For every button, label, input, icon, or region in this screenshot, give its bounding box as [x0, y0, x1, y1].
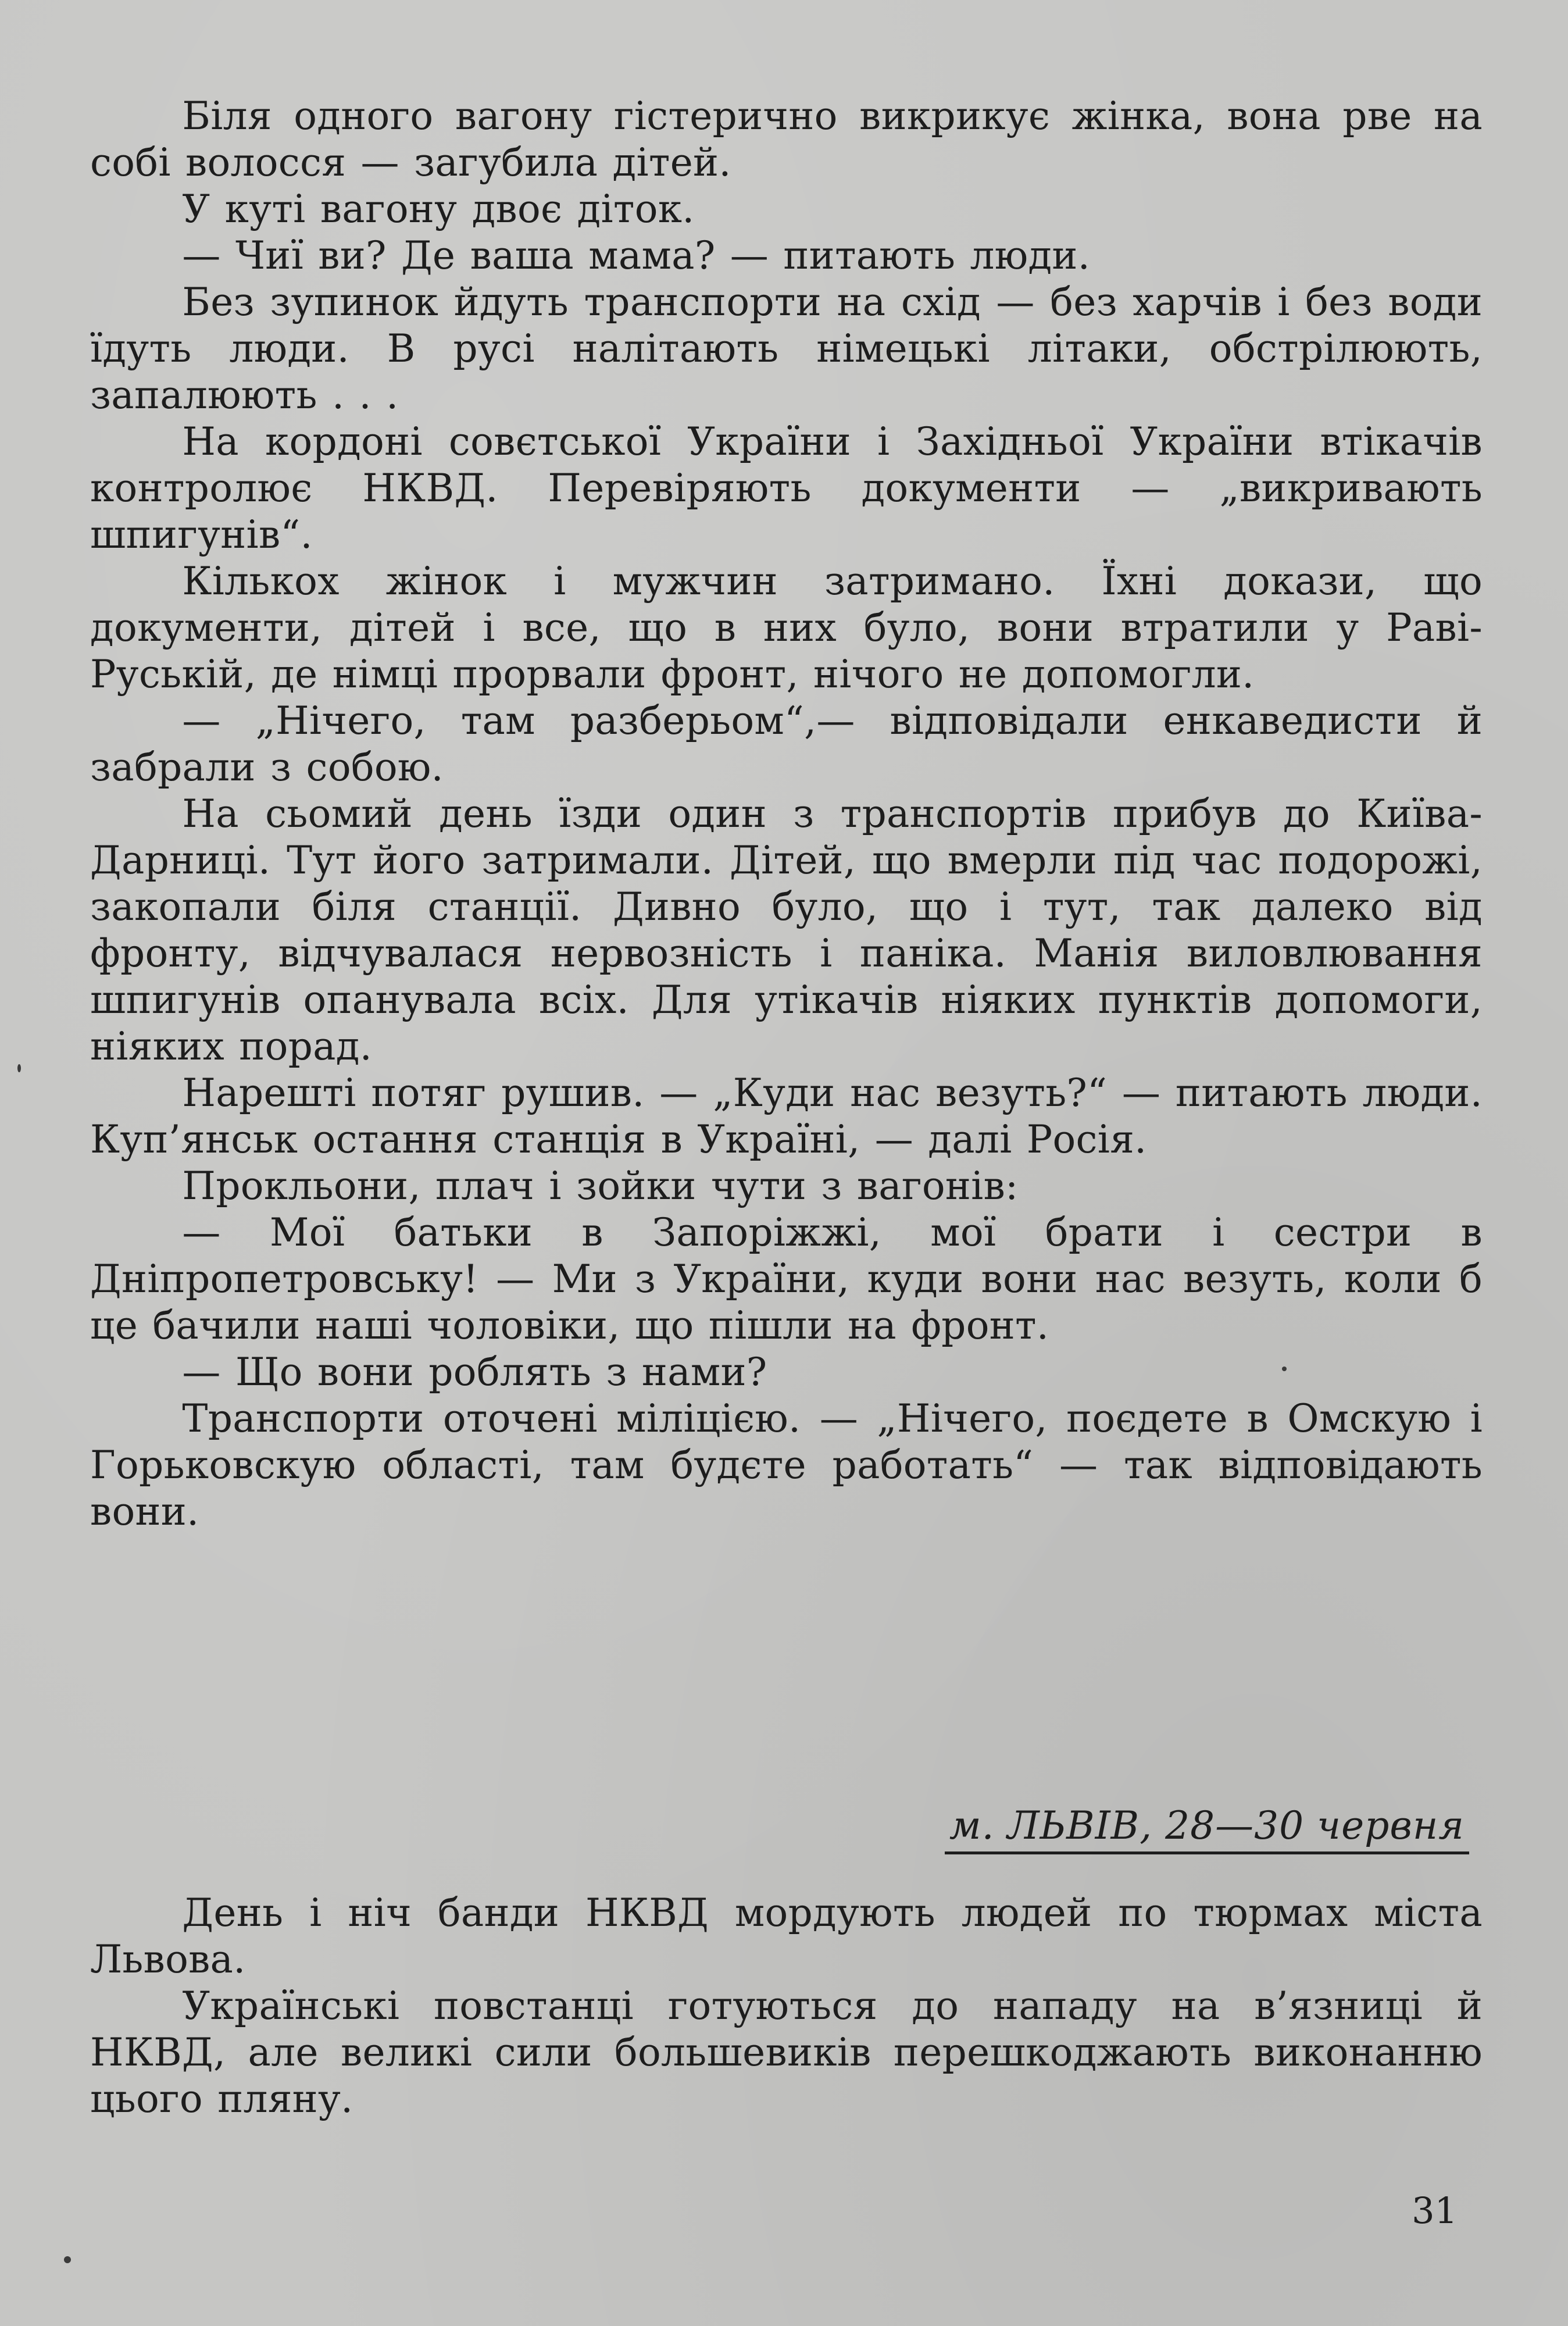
- paragraph: У куті вагону двоє діток.: [182, 187, 695, 231]
- paragraph: Без зупинок йдуть транспорти на схід — без харчів і без води їдуть люди. В русі налітають німецькі літаки, обстрілюють, запалюють . . .: [90, 280, 1483, 418]
- paragraph: Біля одного вагону гістерично викрикує жінка, вона рве на собі волосся — загубила дітей.: [90, 94, 1483, 185]
- paragraph: Прокльони, плач і зойки чути з вагонів:: [182, 1164, 1019, 1208]
- print-speck: [17, 1064, 21, 1072]
- paragraph: Кількох жінок і мужчин затримано. Їхні докази, що документи, дітей і все, що в них було, вони втратили у Раві-Руській, де німці прорвали фронт, нічого не допомогли.: [90, 559, 1483, 697]
- print-speck: [1282, 1367, 1287, 1371]
- dateline: м. ЛЬВІВ, 28—30 червня: [945, 1803, 1469, 1854]
- paragraph: На кордоні совєтської України і Західньої України втікачів контролює НКВД. Перевіряють документи — „викривають шпигунів“.: [90, 419, 1483, 557]
- paragraph: Українські повстанці готуються до нападу на в’язниці й НКВД, але великі сили большевиків перешкоджають виконанню цього пляну.: [90, 1983, 1483, 2121]
- paragraph: — Мої батьки в Запоріжжі, мої брати і сестри в Дніпропетровську! — Ми з України, куди вони нас везуть, коли б це бачили наші чоловіки, що пішли на фронт.: [90, 1210, 1483, 1348]
- paragraph: — Чиї ви? Де ваша мама? — питають люди.: [182, 233, 1090, 278]
- paragraph: Транспорти оточені міліцією. — „Нічего, поєдете в Омскую і Горьковскую області, там будєте работать“ — так відповідають вони.: [90, 1396, 1483, 1534]
- paragraph: День і ніч банди НКВД мордують людей по тюрмах міста Львова.: [90, 1890, 1483, 1982]
- paragraph: — Що вони роблять з нами?: [182, 1350, 767, 1394]
- paragraph: — „Нічего, там разберьом“,— відповідали енкаведисти й забрали з собою.: [90, 698, 1483, 790]
- section-text-block: [90, 1890, 1483, 2122]
- page-number: 31: [1412, 2189, 1458, 2232]
- main-text-block: [90, 93, 1483, 1535]
- paragraph: Нарешті потяг рушив. — „Куди нас везуть?“ — питають люди. Куп’янськ остання станція в Україні, — далі Росія.: [90, 1071, 1483, 1162]
- print-speck: [64, 2256, 71, 2263]
- paragraph: На сьомий день їзди один з транспортів прибув до Київа-Дарниці. Тут його затримали. Дітей, що вмерли під час подорожі, закопали біля станції. Дивно було, що і тут, так далеко від фронту, відчувалася нервозність і паніка. Манія виловлювання шпигунів опанувала всіх. Для утікачів ніяких пунктів допомоги, ніяких порад.: [90, 791, 1483, 1069]
